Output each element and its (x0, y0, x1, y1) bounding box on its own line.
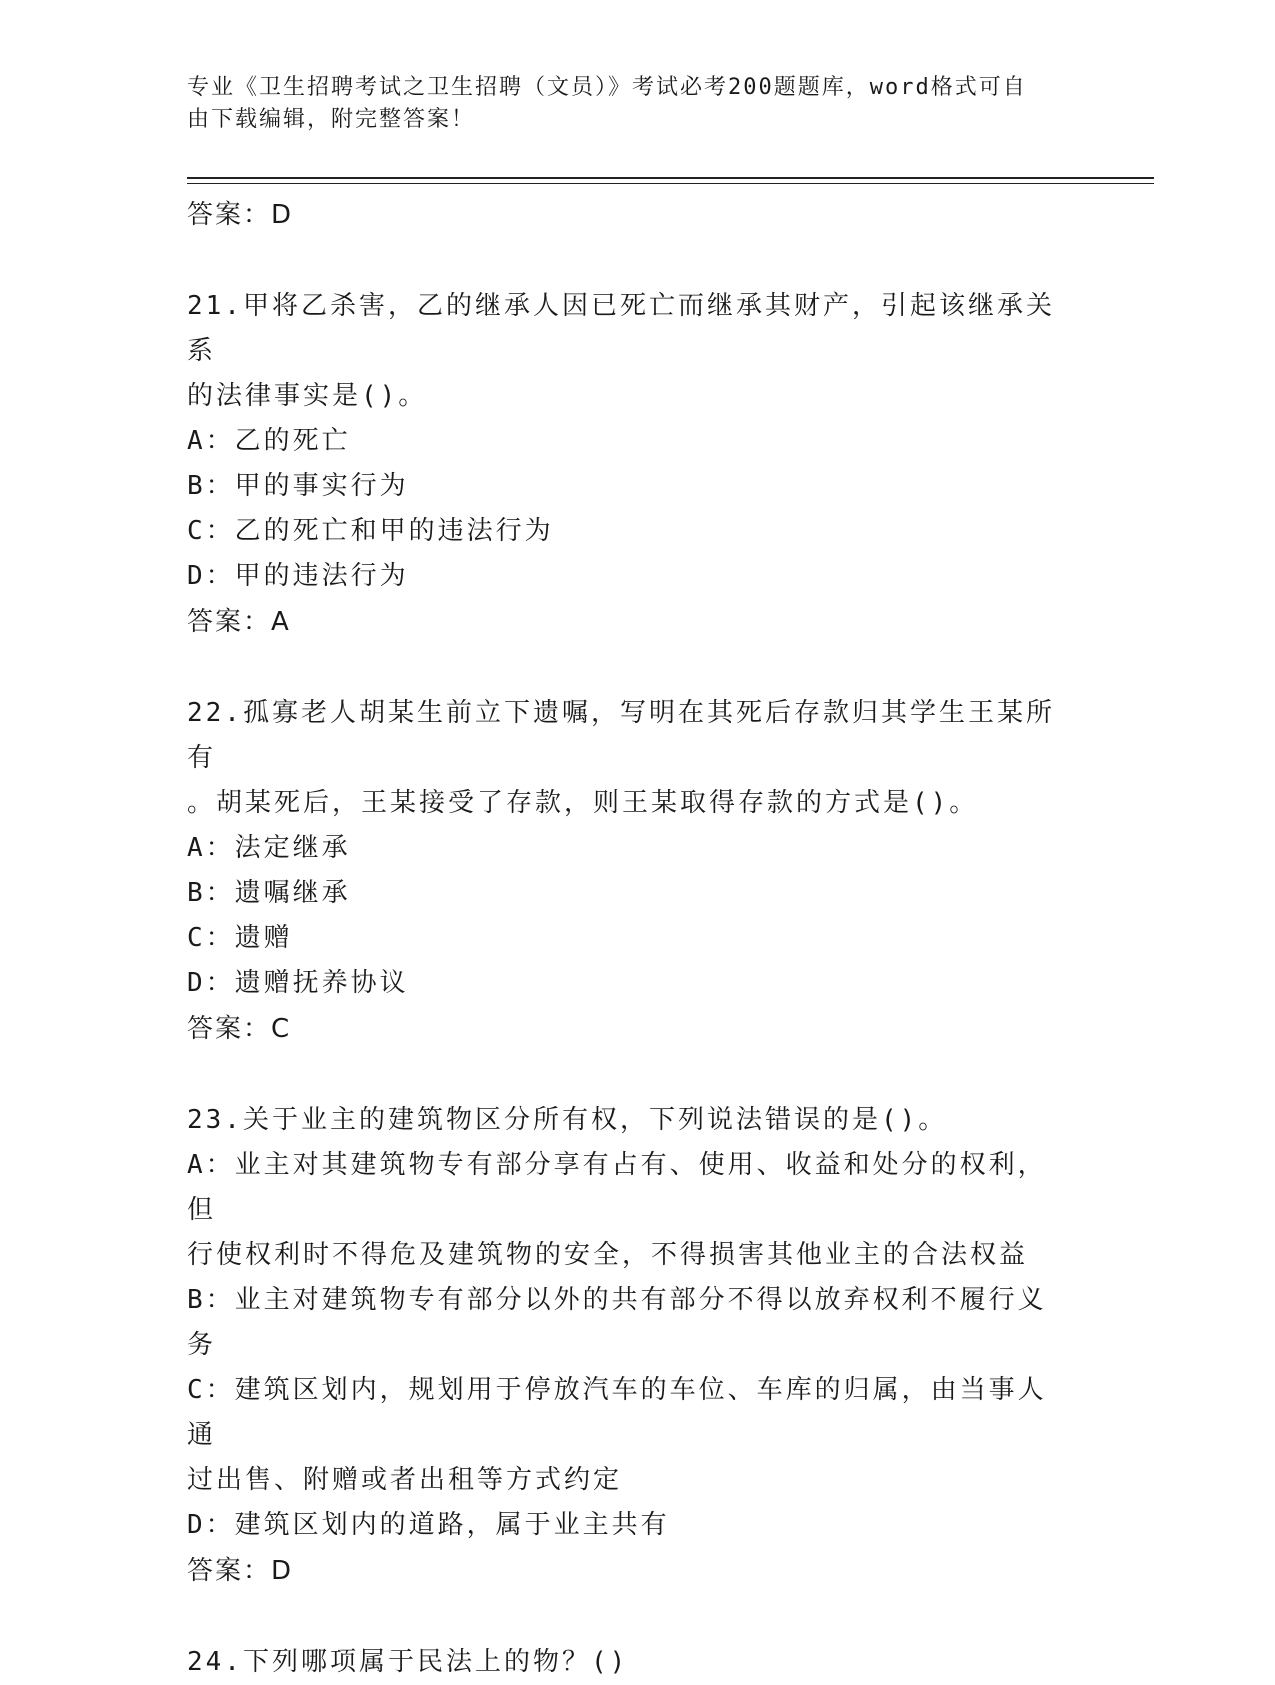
question-stem: 22.孤寡老人胡某生前立下遗嘱，写明在其死后存款归其学生王某所有 (187, 698, 1055, 773)
question-stem: 23.关于业主的建筑物区分所有权，下列说法错误的是()。 (187, 1105, 948, 1135)
answer-option: D：遗赠抚养协议 (187, 968, 409, 998)
header-line-2: 由下载编辑，附完整答案！ (187, 107, 476, 132)
question-block (187, 691, 1067, 1052)
question-block (187, 1098, 1067, 1594)
answer-option: 过出售、附赠或者出租等方式约定 (187, 1465, 623, 1495)
answer-option: C：遗赠 (187, 923, 293, 953)
question-list (187, 192, 1067, 1685)
answer-option: A：法定继承 (187, 833, 351, 863)
answer-option: B：业主对建筑物专有部分以外的共有部分不得以放弃权利不履行义务 (187, 1285, 1047, 1360)
answer-line: 答案：A (187, 607, 291, 637)
question-stem: 的法律事实是()。 (187, 381, 428, 411)
answer-option: D：建筑区划内的道路，属于业主共有 (187, 1510, 670, 1540)
answer-option: A：乙的死亡 (187, 426, 351, 456)
header-divider-thin (187, 183, 1154, 184)
question-stem: 24.下列哪项属于民法上的物？() (187, 1647, 629, 1677)
answer-option: D：甲的违法行为 (187, 561, 409, 591)
answer-option: C：乙的死亡和甲的违法行为 (187, 516, 554, 546)
answer-line: 答案：D (187, 200, 294, 230)
question-block (187, 1640, 1067, 1685)
answer-option: B：遗嘱继承 (187, 878, 351, 908)
header-divider (187, 177, 1154, 179)
answer-line: 答案：C (187, 1014, 292, 1044)
question-block (187, 284, 1067, 645)
answer-option: 行使权利时不得危及建筑物的安全，不得损害其他业主的合法权益 (187, 1240, 1029, 1270)
question-stem: 21.甲将乙杀害，乙的继承人因已死亡而继承其财产，引起该继承关系 (187, 291, 1055, 366)
answer-line: 答案：D (187, 1556, 294, 1586)
answer-option: A：业主对其建筑物专有部分享有占有、使用、收益和处分的权利，但 (187, 1150, 1047, 1225)
question-stem: 。胡某死后，王某接受了存款，则王某取得存款的方式是()。 (187, 788, 979, 818)
document-header (187, 72, 1067, 136)
header-line-1: 专业《卫生招聘考试之卫生招聘（文员）》考试必考200题题库，word格式可自 (187, 75, 1027, 100)
answer-option: B：甲的事实行为 (187, 471, 409, 501)
answer-option: C：建筑区划内，规划用于停放汽车的车位、车库的归属，由当事人通 (187, 1375, 1047, 1450)
